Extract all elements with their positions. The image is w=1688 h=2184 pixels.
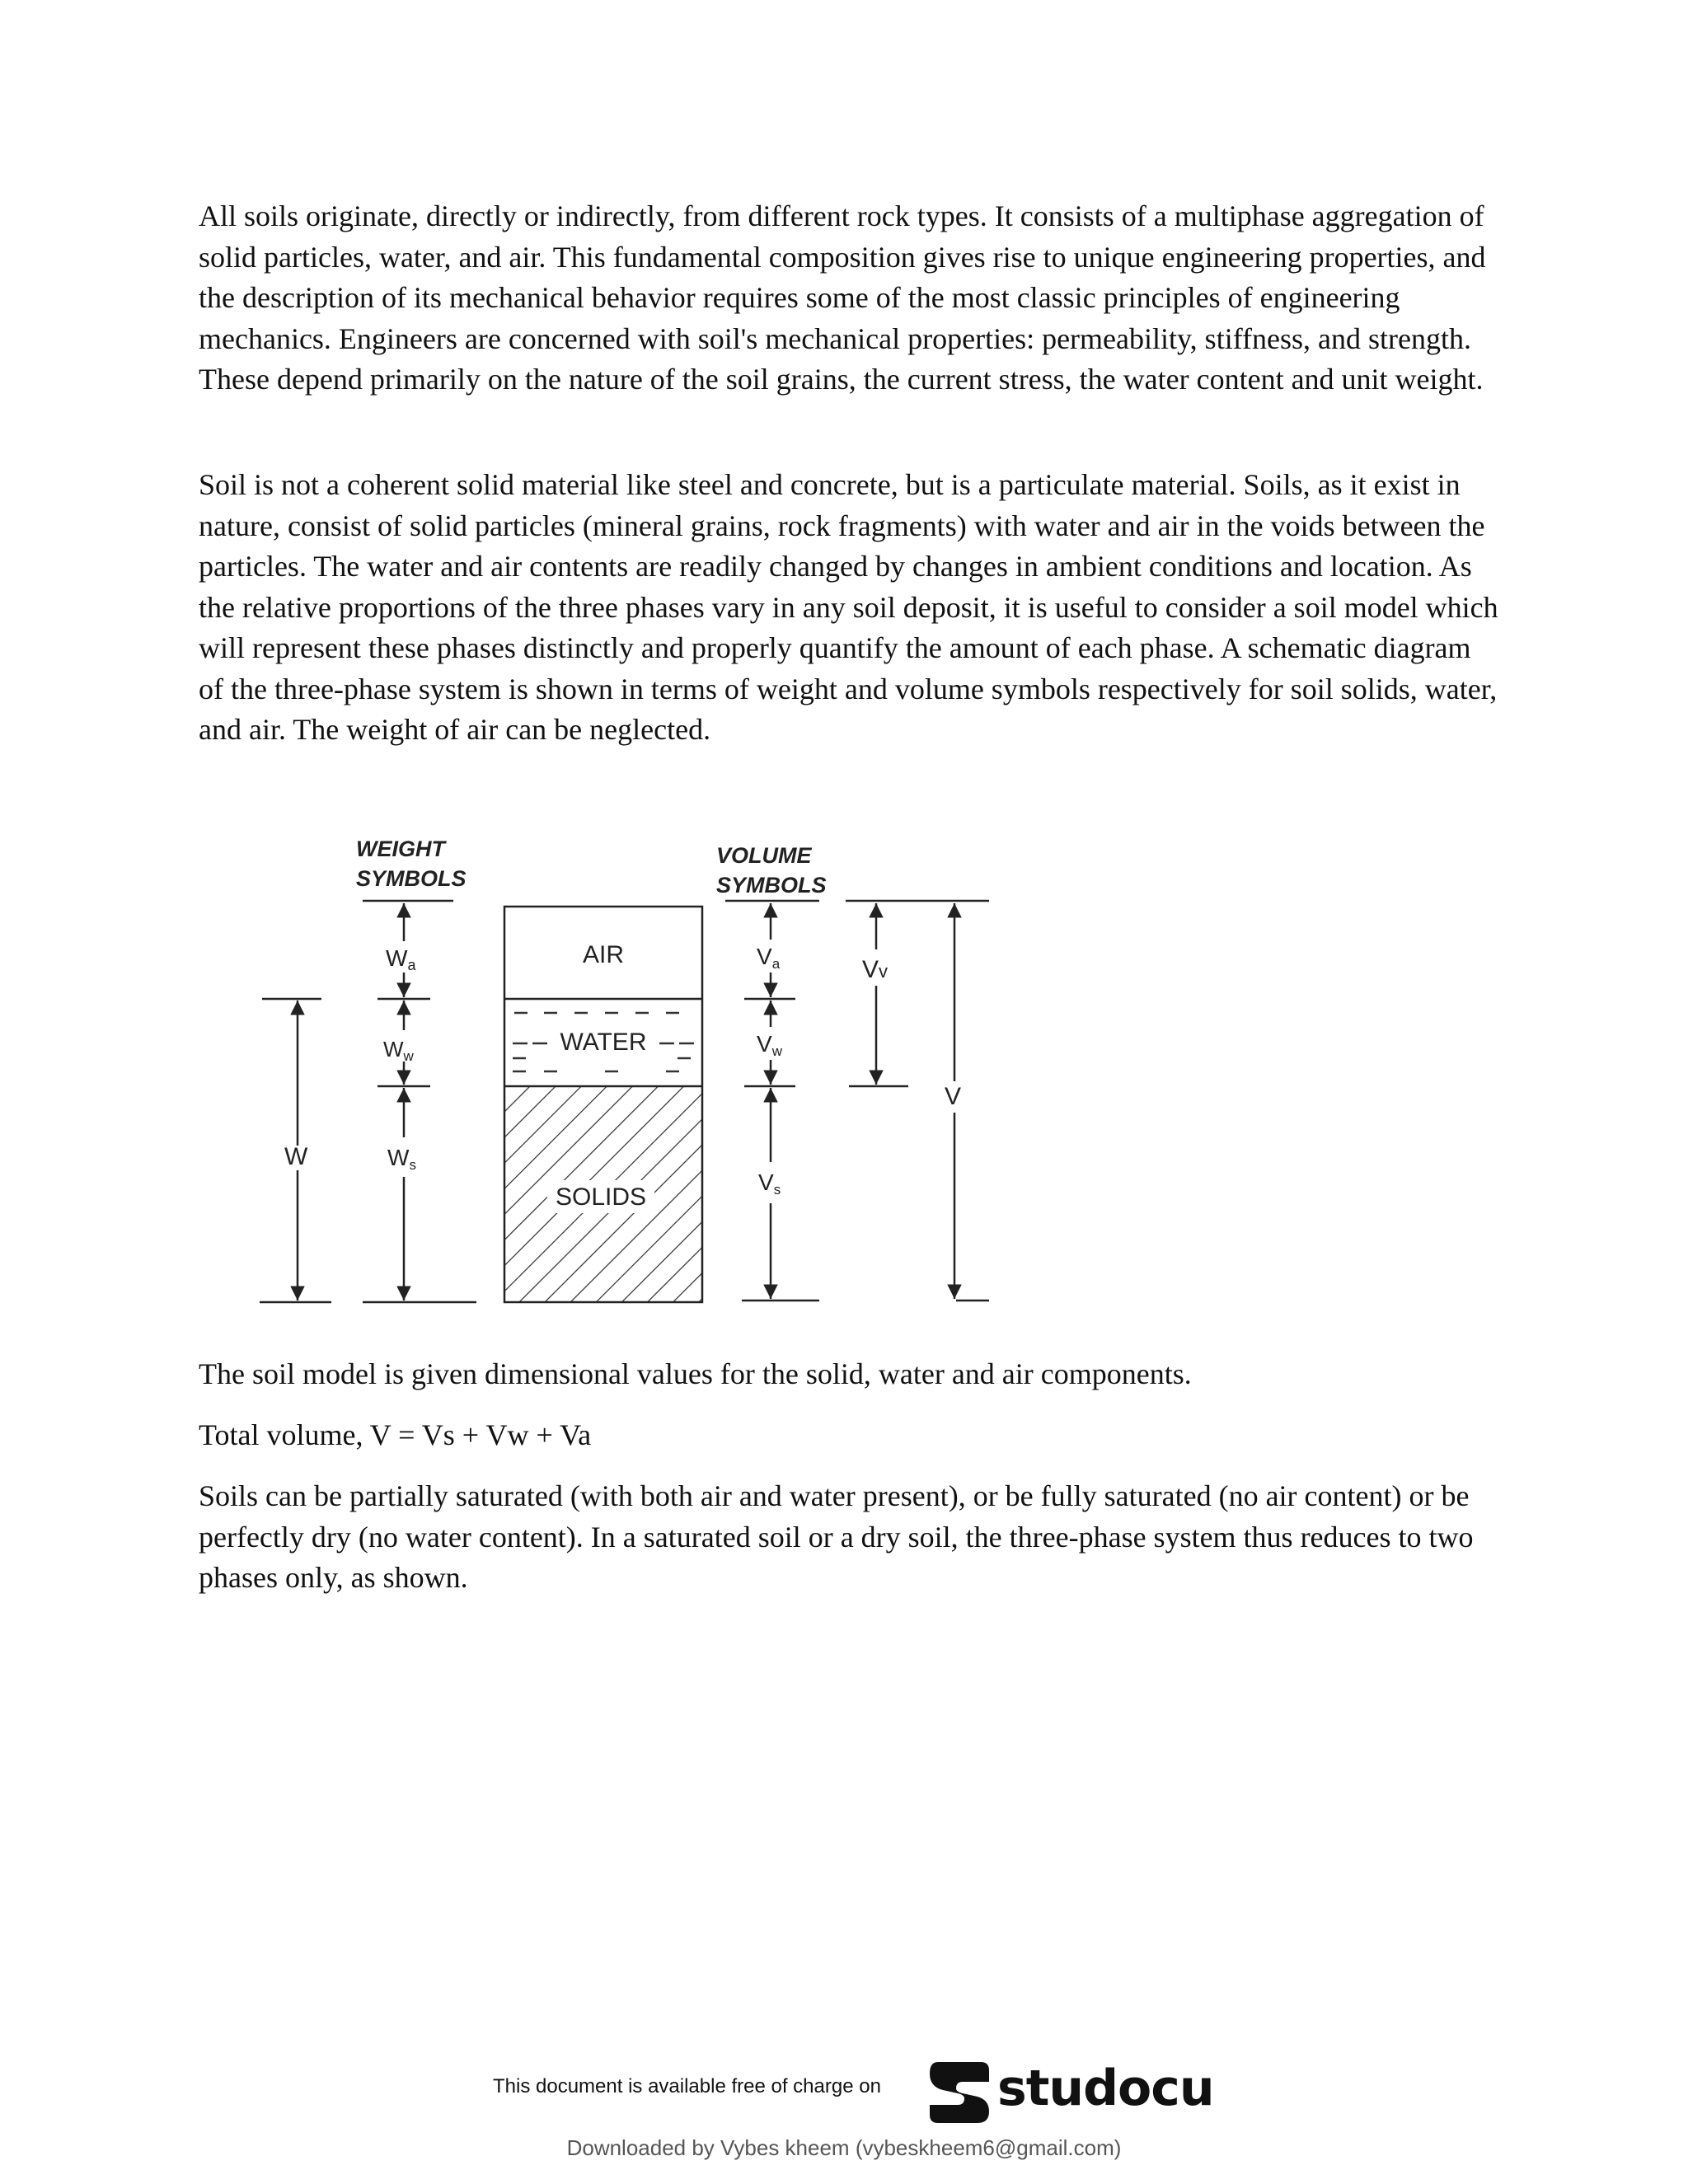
dimensional-values-paragraph: The soil model is given dimensional values for the solid, water and air components. xyxy=(199,1357,1192,1390)
w-air-label: Wa xyxy=(386,945,416,973)
weight-dimensions xyxy=(260,901,476,1302)
saturation-paragraph: Soils can be partially saturated (with both air and water present), or be fully saturated (no air content) or be perfectly dry (no water content). In a saturated soil or a dry soil, the three-phase system thus reduces to two phases only, as shown. xyxy=(199,1479,1474,1594)
three-phase-diagram xyxy=(247,824,1006,1319)
w-total-label: W xyxy=(284,1143,308,1170)
downloaded-by-text: Downloaded by Vybes kheem (vybeskheem6@gmail.com) xyxy=(566,2135,1122,2160)
studocu-logo-icon xyxy=(926,2057,992,2126)
w-solids-label: Ws xyxy=(387,1145,416,1173)
phase-air-label: AIR xyxy=(582,941,625,968)
footer-availability-text: This document is available free of charge on xyxy=(493,2075,881,2097)
phase-water-label: WATER xyxy=(560,1029,647,1056)
v-solids-label: Vs xyxy=(758,1169,781,1197)
v-air-label: Va xyxy=(757,944,781,972)
w-water-label: Ww xyxy=(383,1037,414,1064)
total-volume-equation: Total volume, V = Vs + Vw + Va xyxy=(199,1418,592,1451)
volume-symbols-header: VOLUME xyxy=(716,843,812,868)
weight-symbols-header: WEIGHT xyxy=(356,837,445,861)
phase-solids-label: SOLIDS xyxy=(555,1183,647,1211)
intro-paragraph: All soils originate, directly or indirectly, from different rock types. It consists of a multiphase aggregation of solid particles, water, and air. This fundamental composition gives rise to unique engineering properties, and the description of its mechanical behavior requires some of the most classic principles of engineering mechanics. Engineers are concerned with soil's mechanical properties: permeability, stiffness, and strength. These depend primarily on the nature of the soil grains, the current stress, the water content and unit weight. xyxy=(199,199,1486,396)
phase-column xyxy=(504,907,702,1302)
v-water-label: Vw xyxy=(757,1031,782,1059)
studocu-brand[interactable]: studocu xyxy=(997,2060,1214,2117)
weight-symbols-header: SYMBOLS xyxy=(356,866,467,891)
volume-symbols-header: SYMBOLS xyxy=(716,873,827,898)
v-total-label: V xyxy=(945,1083,962,1110)
soil-model-paragraph: Soil is not a coherent solid material like steel and concrete, but is a particulate material. Soils, as it exist in nature, consist of solid particles (mineral grains, rock fragments) with water and air in the voids between the particles. The water and air contents are readily changed by changes in ambient conditions and location. As the relative proportions of the three phases vary in any soil deposit, it is useful to consider a soil model which will represent these phases distinctly and properly quantify the amount of each phase. A schematic diagram of the three-phase system is shown in terms of weight and volume symbols respectively for soil solids, water, and air. The weight of air can be neglected. xyxy=(199,468,1498,746)
v-voids-label: Vv xyxy=(862,956,889,983)
